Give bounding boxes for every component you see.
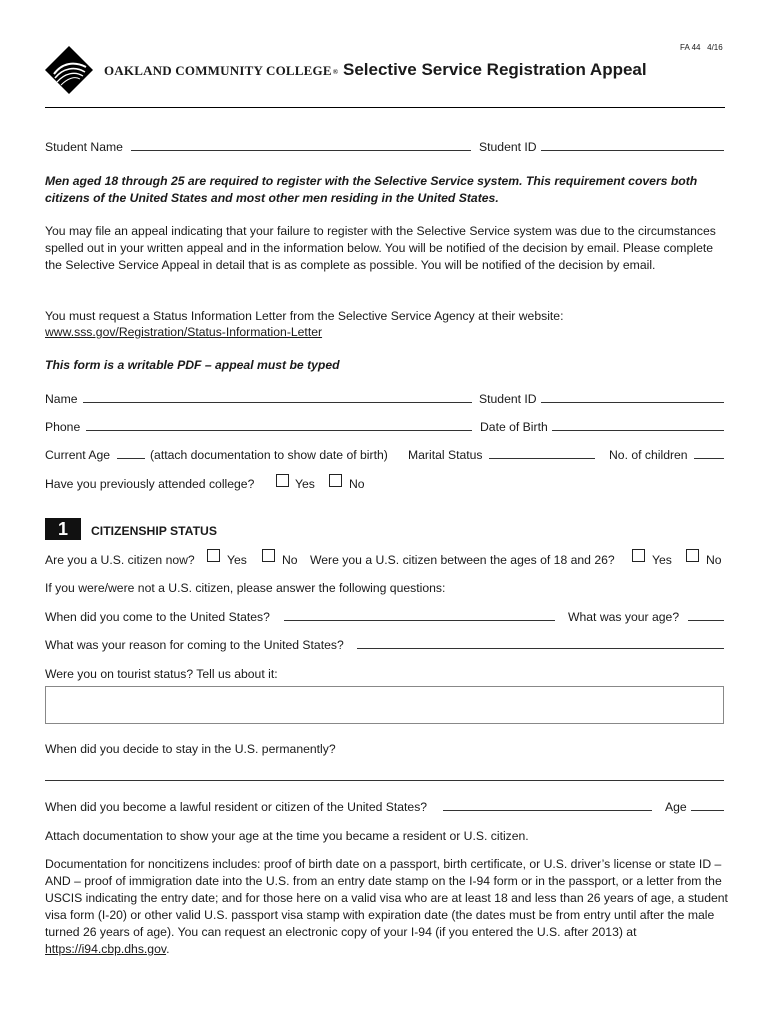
tourist-status-question: Were you on tourist status? Tell us about it:: [45, 667, 278, 681]
came-to-us-field[interactable]: [284, 620, 555, 621]
age-at-arrival-field[interactable]: [688, 620, 724, 621]
citizen-between-question: Were you a U.S. citizen between the ages of 18 and 26?: [310, 553, 615, 567]
header-divider: [45, 107, 725, 108]
i94-link[interactable]: https://i94.cbp.dhs.gov: [45, 942, 167, 956]
phone-label: Phone: [45, 420, 81, 434]
attended-no-label: No: [349, 477, 365, 491]
citizen-now-question: Are you a U.S. citizen now?: [45, 553, 195, 567]
tourist-status-textarea[interactable]: [45, 686, 724, 724]
citizen-now-no-checkbox[interactable]: [262, 549, 275, 562]
age-at-arrival-question: What was your age?: [568, 610, 680, 624]
attended-yes-checkbox[interactable]: [276, 474, 289, 487]
reason-field[interactable]: [357, 648, 724, 649]
student-id-field-2[interactable]: [541, 402, 724, 403]
phone-field[interactable]: [86, 430, 472, 431]
lawful-resident-field[interactable]: [443, 810, 652, 811]
marital-status-label: Marital Status: [408, 448, 483, 462]
college-logo-icon: [44, 45, 94, 95]
came-to-us-question: When did you come to the United States?: [45, 610, 270, 624]
citizen-now-yes-checkbox[interactable]: [207, 549, 220, 562]
lawful-resident-question: When did you become a lawful resident or citizen of the United States?: [45, 800, 428, 814]
name-field[interactable]: [83, 402, 472, 403]
current-age-field[interactable]: [117, 458, 145, 459]
form-code: FA 44 4/16: [680, 43, 723, 52]
citizen-now-yes-label: Yes: [227, 553, 247, 567]
section-title: CITIZENSHIP STATUS: [91, 524, 217, 538]
age-field[interactable]: [691, 810, 724, 811]
citizen-now-no-label: No: [282, 553, 298, 567]
age-documentation-note: (attach documentation to show date of birth): [150, 448, 388, 462]
citizen-between-yes-checkbox[interactable]: [632, 549, 645, 562]
writable-note: This form is a writable PDF – appeal must be typed: [45, 358, 340, 372]
section-number-badge: 1: [45, 518, 81, 540]
attach-documentation-note: Attach documentation to show your age at the time you became a resident or U.S. citizen.: [45, 829, 529, 843]
citizen-between-yes-label: Yes: [652, 553, 672, 567]
student-id-field[interactable]: [541, 150, 724, 151]
form-title: Selective Service Registration Appeal: [343, 60, 647, 79]
attended-no-checkbox[interactable]: [329, 474, 342, 487]
college-name: OAKLAND COMMUNITY COLLEGE®: [104, 63, 339, 78]
noncitizen-documentation-info: Documentation for noncitizens includes: proof of birth date on a passport, birth certificate, or U.S. driver’s license or state ID – AND – proof of immigration date into the U.S. from an entry date stamp on the I-94 form or in the passport, or a letter from the USCIS indicating the entry date; and for those here on a valid visa who are at least 18 and less than 26 years of age, a student visa form (I-20) or other valid U.S. passport visa stamp with expiration date (the dates must be from entry until after the male turned 26 years of age). You can request an electronic copy of your I-94 (if you entered the U.S. after 2013) at https://i94.cbp.dhs.gov.: [45, 857, 728, 956]
status-letter-link[interactable]: www.sss.gov/Registration/Status-Information-Letter: [45, 325, 323, 339]
children-field[interactable]: [694, 458, 724, 459]
name-label: Name: [45, 392, 78, 406]
children-label: No. of children: [609, 448, 688, 462]
reason-question: What was your reason for coming to the United States?: [45, 638, 344, 652]
student-name-label: Student Name: [45, 140, 123, 154]
attended-college-question: Have you previously attended college?: [45, 477, 255, 491]
dob-label: Date of Birth: [480, 420, 548, 434]
marital-status-field[interactable]: [489, 458, 595, 459]
dob-field[interactable]: [552, 430, 724, 431]
age-label: Age: [665, 800, 687, 814]
current-age-label: Current Age: [45, 448, 111, 462]
if-not-citizen-instruction: If you were/were not a U.S. citizen, please answer the following questions:: [45, 581, 446, 595]
status-letter-info: You must request a Status Information Letter from the Selective Service Agency at their website:: [45, 309, 564, 323]
student-id-label: Student ID: [479, 140, 537, 154]
student-name-field[interactable]: [131, 150, 471, 151]
attended-yes-label: Yes: [295, 477, 315, 491]
appeal-info: You may file an appeal indicating that your failure to register with the Selective Service system was due to the circumstances spelled out in your written appeal and in the information below. You will be notified of the decision by email. Please complete the Selective Service Appeal in detail that is as complete as possible. You will be notified of the decision by email.: [45, 224, 716, 272]
citizen-between-no-checkbox[interactable]: [686, 549, 699, 562]
registration-notice: Men aged 18 through 25 are required to register with the Selective Service system. This requirement covers both citizens of the United States and most other men residing in the United States.: [45, 174, 698, 205]
stay-permanently-field[interactable]: [45, 780, 724, 781]
student-id-label-2: Student ID: [479, 392, 537, 406]
citizen-between-no-label: No: [706, 553, 722, 567]
stay-permanently-question: When did you decide to stay in the U.S. permanently?: [45, 742, 336, 756]
